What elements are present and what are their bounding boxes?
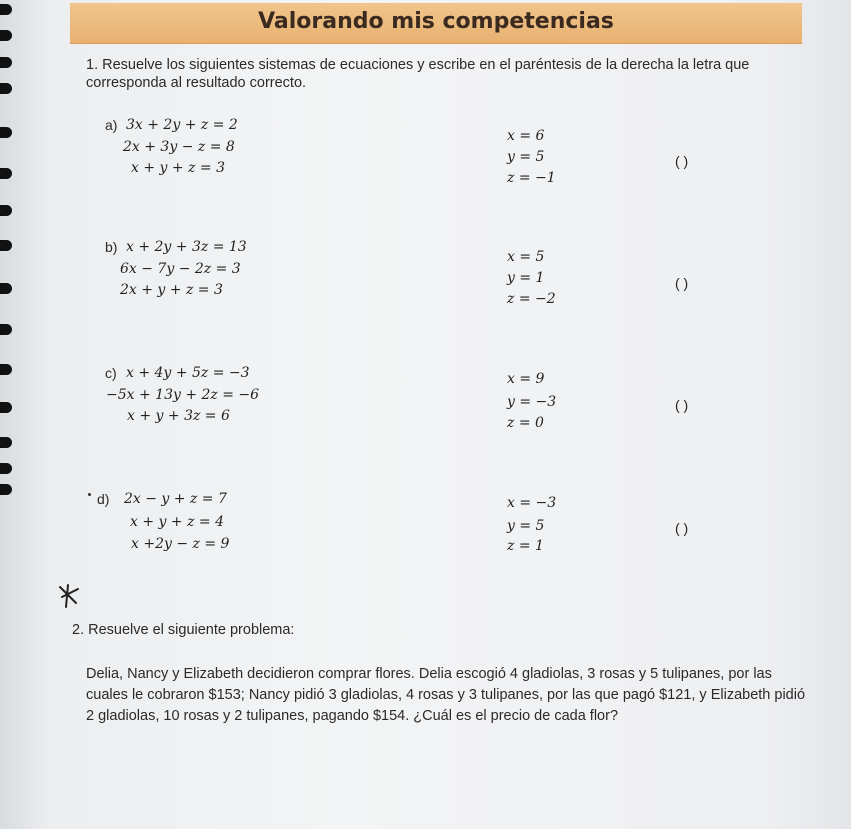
item-d-answer-z: z = 1 [507, 538, 544, 554]
question-1-text: Resuelve los siguientes sistemas de ecuaciones y escribe en el paréntesis de la derecha la letra que corresponda al resultado correcto. [86, 57, 750, 91]
item-a-answer-x: x = 6 [507, 128, 545, 144]
binder-hole [0, 30, 12, 41]
section-banner [70, 3, 802, 44]
star-mark-icon [56, 583, 82, 609]
question-2-problem: Delia, Nancy y Elizabeth decidieron comprar flores. Delia escogió 4 gladiolas, 3 rosas y 5 tulipanes, por las cuales le cobraron $153; Nancy pidió 3 gladiolas, 4 rosas y 3 tulipanes, por las que pagó $121, y Elizabeth pidió 2 gladiolas, 10 rosas y 2 tulipanes, pagando $154. ¿Cuál es el precio de cada flor? [86, 666, 806, 724]
item-d-equation-3: x +2y − z = 9 [131, 536, 230, 552]
item-c-equation-3: x + y + 3z = 6 [127, 408, 230, 424]
item-c-equation-2: −5x + 13y + 2z = −6 [106, 387, 260, 403]
binder-hole [0, 57, 12, 68]
item-b-letter: b) [105, 239, 118, 255]
item-a-answer-blank[interactable]: ( ) [675, 153, 689, 169]
item-b-answer-y: y = 1 [507, 270, 545, 286]
question-1-number: 1. [86, 57, 99, 73]
question-2-title: 2. Resuelve el siguiente problema: [72, 622, 295, 638]
item-b-equation-1: x + 2y + 3z = 13 [126, 239, 247, 255]
binder-hole [0, 83, 12, 94]
binder-hole [0, 324, 12, 335]
binder-hole [0, 463, 12, 474]
item-d-answer-y: y = 5 [507, 518, 545, 534]
item-a-answer-z: z = −1 [507, 170, 556, 186]
item-c-answer-z: z = 0 [507, 415, 544, 431]
item-d-letter: d) [97, 491, 110, 507]
item-a-equation-1: 3x + 2y + z = 2 [126, 117, 238, 133]
binder-hole [0, 364, 12, 375]
item-a-answer-y: y = 5 [507, 149, 545, 165]
binder-hole [0, 127, 12, 138]
binder-hole [0, 484, 12, 495]
page-title: Valorando mis competencias [258, 9, 614, 34]
item-b-answer-x: x = 5 [507, 249, 545, 265]
item-b-answer-blank[interactable]: ( ) [675, 275, 689, 291]
stray-mark [88, 493, 91, 496]
item-b-equation-2: 6x − 7y − 2z = 3 [120, 261, 241, 277]
question-1-instruction [86, 56, 801, 92]
binder-margin [0, 0, 70, 829]
item-a-equation-2: 2x + 3y − z = 8 [123, 139, 235, 155]
binder-hole [0, 205, 12, 216]
item-b-answer-z: z = −2 [507, 291, 556, 307]
binder-hole [0, 283, 12, 294]
item-c-answer-y: y = −3 [507, 394, 557, 410]
item-a-letter: a) [105, 117, 118, 133]
item-d-answer-x: x = −3 [507, 495, 557, 511]
binder-hole [0, 240, 12, 251]
item-c-equation-1: x + 4y + 5z = −3 [126, 365, 250, 381]
item-c-answer-x: x = 9 [507, 371, 545, 387]
item-c-letter: c) [105, 365, 117, 381]
binder-hole [0, 168, 12, 179]
binder-hole [0, 437, 12, 448]
item-d-equation-2: x + y + z = 4 [130, 514, 224, 530]
item-a-equation-3: x + y + z = 3 [131, 160, 225, 176]
binder-hole [0, 4, 12, 15]
item-b-equation-3: 2x + y + z = 3 [120, 282, 223, 298]
item-d-answer-blank[interactable]: ( ) [675, 520, 689, 536]
item-c-answer-blank[interactable]: ( ) [675, 397, 689, 413]
handwritten-star-mark [56, 583, 82, 614]
binder-hole [0, 402, 12, 413]
item-d-equation-1: 2x − y + z = 7 [124, 491, 227, 507]
